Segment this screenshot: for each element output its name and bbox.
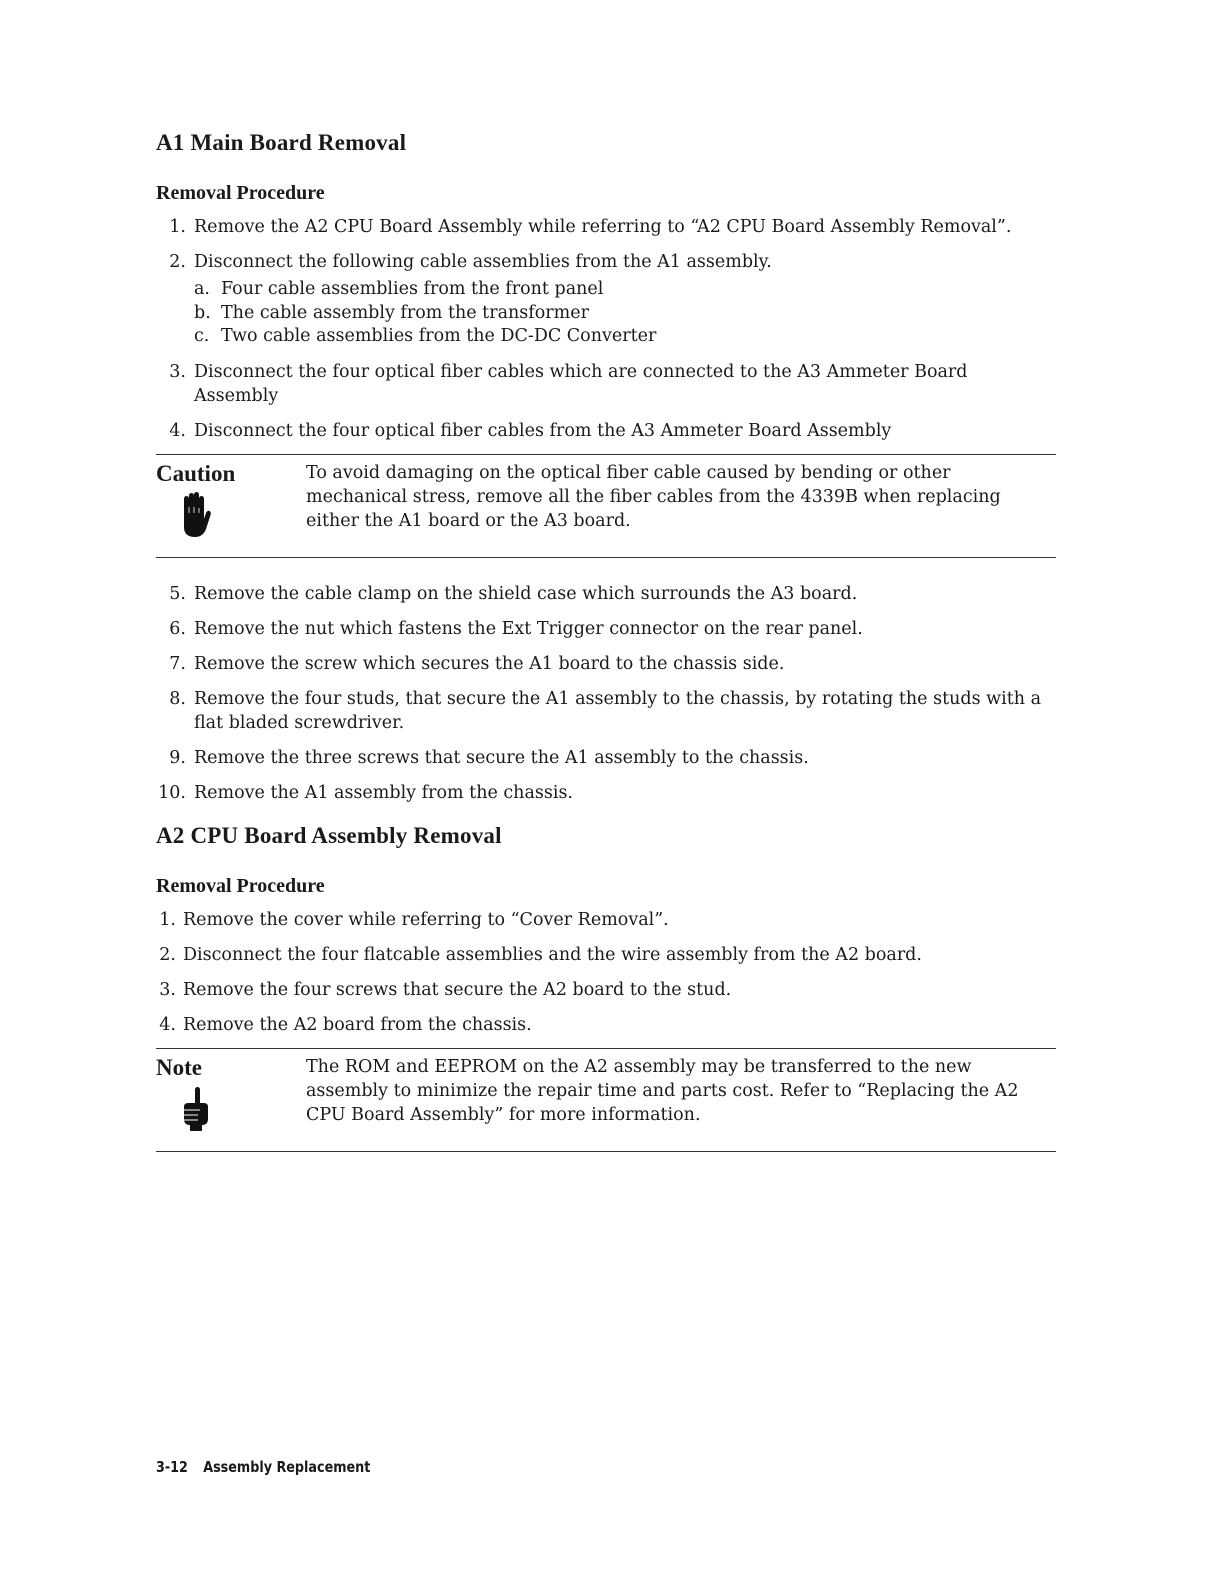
sub-step-label: c. bbox=[194, 326, 210, 346]
steps-list-a2 bbox=[156, 908, 1056, 1037]
list-item bbox=[156, 908, 1056, 932]
step-number: 2. bbox=[169, 252, 186, 272]
step-number: 6. bbox=[169, 618, 186, 639]
step-text: Remove the nut which fastens the Ext Trigger connector on the rear panel. bbox=[194, 618, 863, 639]
steps-list-a1-part1 bbox=[156, 215, 1056, 443]
list-item bbox=[156, 250, 1056, 349]
sub-step-label: a. bbox=[194, 279, 210, 299]
step-number: 4. bbox=[169, 420, 186, 441]
step-text: Remove the A2 CPU Board Assembly while referring to “A2 CPU Board Assembly Removal”. bbox=[194, 217, 1012, 237]
page-footer bbox=[156, 1458, 370, 1476]
section-a2 bbox=[156, 823, 1056, 1152]
list-item bbox=[156, 746, 1056, 770]
caution-text: To avoid damaging on the optical fiber cable caused by bending or other mechanical stress, remove all the fiber cables from the 4339B when replacing either the A1 board or the A3 board. bbox=[306, 462, 1001, 531]
sub-step-text: Two cable assemblies from the DC-DC Converter bbox=[221, 326, 657, 346]
pointing-hand-icon bbox=[178, 1085, 212, 1133]
page-content bbox=[156, 130, 1056, 1176]
sub-list-item bbox=[194, 278, 1056, 302]
step-text: Disconnect the four flatcable assemblies and the wire assembly from the A2 board. bbox=[183, 944, 922, 965]
note-title: Note bbox=[156, 1054, 202, 1080]
step-number: 7. bbox=[169, 653, 186, 674]
step-text: Remove the three screws that secure the A1 assembly to the chassis. bbox=[194, 747, 809, 768]
caution-box bbox=[156, 454, 1056, 558]
list-item bbox=[156, 652, 1056, 676]
list-item bbox=[156, 215, 1056, 239]
hand-stop-icon bbox=[178, 491, 212, 539]
step-number: 5. bbox=[169, 583, 186, 604]
list-item bbox=[156, 617, 1056, 641]
list-item bbox=[156, 978, 1056, 1002]
step-text: Disconnect the following cable assemblies from the A1 assembly. bbox=[194, 252, 772, 272]
list-item bbox=[156, 360, 1056, 408]
step-text: Remove the cover while referring to “Cover Removal”. bbox=[183, 909, 669, 930]
sub-step-text: The cable assembly from the transformer bbox=[221, 302, 589, 323]
caution-title: Caution bbox=[156, 460, 236, 486]
step-text: Remove the screw which secures the A1 board to the chassis side. bbox=[194, 653, 785, 674]
section-title-a2: A2 CPU Board Assembly Removal bbox=[156, 822, 502, 848]
step-number: 3. bbox=[169, 361, 186, 382]
list-item bbox=[156, 582, 1056, 606]
sub-list-item bbox=[194, 302, 1056, 326]
step-number: 3. bbox=[159, 979, 176, 1000]
list-item bbox=[156, 687, 1056, 735]
step-text: Disconnect the four optical fiber cables from the A3 Ammeter Board Assembly bbox=[194, 420, 892, 441]
page-number: 3-12 bbox=[156, 1458, 188, 1476]
section-subtitle-a2: Removal Procedure bbox=[156, 874, 325, 897]
step-text: Remove the four studs, that secure the A1 assembly to the chassis, by rotating the studs with a flat bladed screwdriver. bbox=[194, 688, 1042, 733]
step-text: Disconnect the four optical fiber cables which are connected to the A3 Ammeter Board Assembly bbox=[194, 361, 968, 406]
step-number: 1. bbox=[169, 217, 186, 237]
section-title-a1: A1 Main Board Removal bbox=[156, 130, 407, 155]
list-item bbox=[156, 781, 1056, 805]
note-box bbox=[156, 1048, 1056, 1152]
section-subtitle-a1: Removal Procedure bbox=[156, 182, 325, 204]
step-text: Remove the A2 board from the chassis. bbox=[183, 1014, 532, 1035]
sub-step-label: b. bbox=[194, 302, 211, 323]
step-number: 4. bbox=[159, 1014, 176, 1035]
step-number: 2. bbox=[159, 944, 176, 965]
list-item bbox=[156, 1013, 1056, 1037]
list-item bbox=[156, 943, 1056, 967]
step-number: 8. bbox=[169, 688, 186, 709]
steps-list-a1-part2 bbox=[156, 582, 1056, 805]
step-text: Remove the four screws that secure the A2 board to the stud. bbox=[183, 979, 732, 1000]
list-item bbox=[156, 419, 1056, 443]
step-number: 9. bbox=[169, 747, 186, 768]
step-text: Remove the A1 assembly from the chassis. bbox=[194, 782, 573, 803]
sub-steps-list bbox=[194, 278, 1056, 349]
sub-list-item bbox=[194, 325, 1056, 349]
note-text: The ROM and EEPROM on the A2 assembly may be transferred to the new assembly to minimize the repair time and parts cost. Refer to “Replacing the A2 CPU Board Assembly” for more information. bbox=[306, 1056, 1019, 1125]
step-number: 1. bbox=[159, 909, 176, 930]
step-number: 10. bbox=[158, 782, 186, 803]
step-text: Remove the cable clamp on the shield case which surrounds the A3 board. bbox=[194, 583, 858, 604]
sub-step-text: Four cable assemblies from the front panel bbox=[221, 279, 604, 299]
chapter-name: Assembly Replacement bbox=[203, 1458, 371, 1476]
